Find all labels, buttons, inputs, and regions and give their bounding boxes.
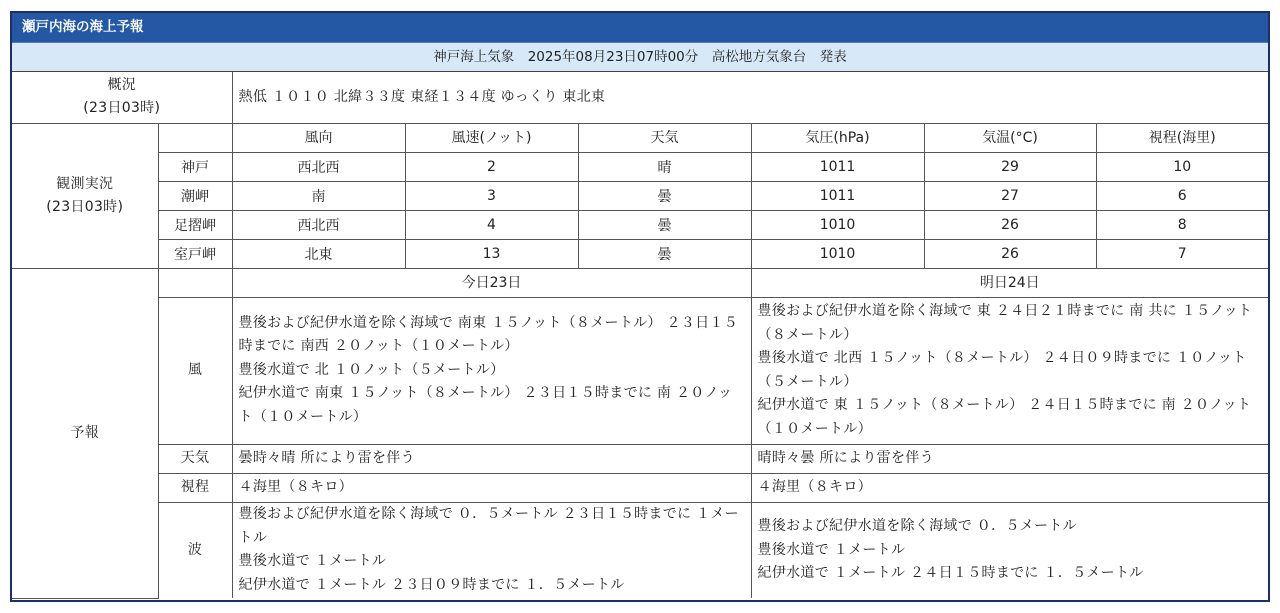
column-header: 気圧(hPa) [751,123,924,152]
forecast-day1-header: 今日23日 [232,268,751,297]
column-header: 風速(ノット) [405,123,578,152]
observation-label: 観測実況 [56,175,114,192]
station-name: 足摺岬 [158,210,232,239]
forecast-label: 予報 [12,268,158,598]
column-header: 天気 [578,123,751,152]
station-name: 室戸岬 [158,239,232,268]
summary-time: (23日03時) [83,100,161,117]
forecast-visibility-day2: ４海里（８キロ） [751,473,1268,502]
table-cell: 27 [924,181,1096,210]
table-cell: 西北西 [232,210,405,239]
table-row [12,181,1268,210]
forecast-weather-day2: 晴時々曇 所により雷を伴う [751,444,1268,473]
table-cell: 西北西 [232,152,405,181]
table-cell: 曇 [578,181,751,210]
table-cell: 10 [1096,152,1268,181]
forecast-wind-row [12,297,1268,444]
forecast-visibility-row [12,473,1268,502]
marine-forecast-panel [10,11,1270,602]
station-column-header [158,123,232,152]
forecast-wind-day1: 豊後および紀伊水道を除く海域で 南東 １５ノット（８メートル） ２３日１５時までに 南西 ２０ノット（１０メートル） 豊後水道で 北 １０ノット（５メートル） 紀伊水道で 南東 １５ノット（８メートル） ２３日１５時までに 南 ２０ノット（１０メートル） [232,297,751,444]
table-cell: 4 [405,210,578,239]
table-cell: 8 [1096,210,1268,239]
forecast-wind-day2: 豊後および紀伊水道を除く海域で 東 ２４日２１時までに 南 共に １５ノット（８メートル） 豊後水道で 北西 １５ノット（８メートル） ２４日０９時までに １０ノット（５メートル） 紀伊水道で 東 １５ノット（８メートル） ２４日１５時までに 南 ２０ノット（１０メートル） [751,297,1268,444]
panel-title: 瀬戸内海の海上予報 [12,13,1268,42]
station-name: 潮岬 [158,181,232,210]
station-name: 神戸 [158,152,232,181]
table-cell: 1010 [751,239,924,268]
table-cell: 7 [1096,239,1268,268]
table-cell: 3 [405,181,578,210]
forecast-visibility-label: 視程 [158,473,232,502]
observation-header [12,123,158,268]
table-cell: 6 [1096,181,1268,210]
table-cell: 1011 [751,152,924,181]
forecast-item-header [158,268,232,297]
table-cell: 南 [232,181,405,210]
column-header: 視程(海里) [1096,123,1268,152]
summary-row [12,72,1268,123]
table-cell: 26 [924,239,1096,268]
issued-info: 神戸海上気象 2025年08月23日07時00分 高松地方気象台 発表 [12,42,1268,72]
table-row [12,210,1268,239]
table-cell: 晴 [578,152,751,181]
observation-header-row [12,123,1268,152]
table-cell: 1010 [751,210,924,239]
forecast-table [12,72,1268,599]
table-cell: 29 [924,152,1096,181]
column-header: 気温(°C) [924,123,1096,152]
forecast-wave-label: 波 [158,502,232,598]
observation-time: (23日03時) [46,198,124,215]
forecast-weather-day1: 曇時々晴 所により雷を伴う [232,444,751,473]
forecast-wave-day2: 豊後および紀伊水道を除く海域で ０．５メートル 豊後水道で １メートル 紀伊水道で １メートル ２４日１５時までに １．５メートル [751,502,1268,598]
forecast-wave-day1: 豊後および紀伊水道を除く海域で ０．５メートル ２３日１５時までに １メートル 豊後水道で １メートル 紀伊水道で １メートル ２３日０９時までに １．５メートル [232,502,751,598]
table-cell: 26 [924,210,1096,239]
forecast-weather-label: 天気 [158,444,232,473]
forecast-wind-label: 風 [158,297,232,444]
table-row [12,152,1268,181]
table-cell: 1011 [751,181,924,210]
summary-label: 概況 [107,77,137,94]
summary-header [12,72,232,123]
forecast-day2-header: 明日24日 [751,268,1268,297]
table-cell: 曇 [578,210,751,239]
column-header: 風向 [232,123,405,152]
table-cell: 13 [405,239,578,268]
forecast-wave-row [12,502,1268,598]
table-cell: 2 [405,152,578,181]
forecast-weather-row [12,444,1268,473]
summary-text: 熱低 １０１０ 北緯３３度 東経１３４度 ゆっくり 東北東 [232,72,1268,123]
table-cell: 曇 [578,239,751,268]
table-row [12,239,1268,268]
forecast-visibility-day1: ４海里（８キロ） [232,473,751,502]
table-cell: 北東 [232,239,405,268]
forecast-header-row [12,268,1268,297]
